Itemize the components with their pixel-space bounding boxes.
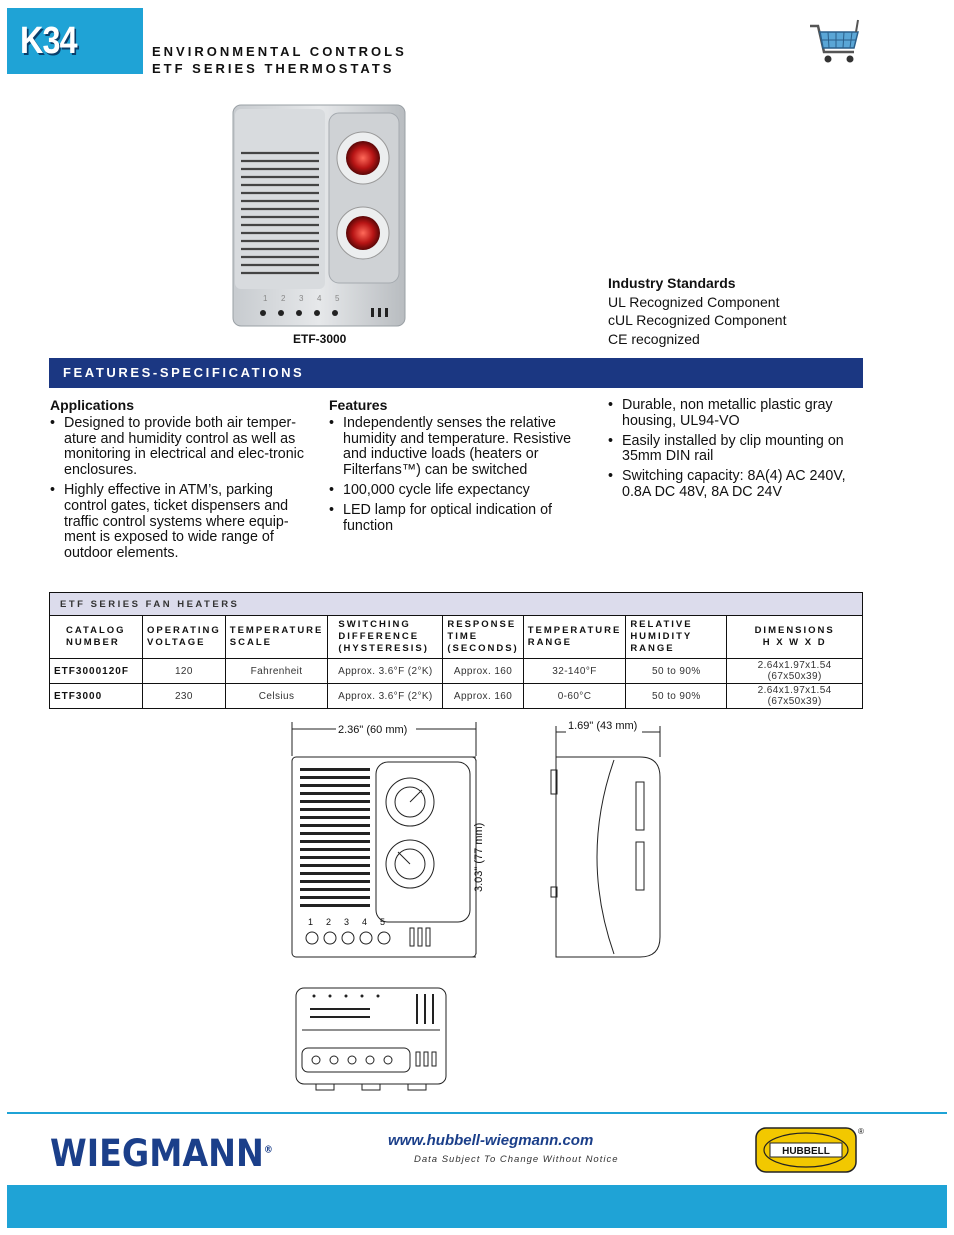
cell-dimensions: 2.64x1.97x1.54 (67x50x39) bbox=[727, 659, 863, 684]
standard-item: cUL Recognized Component bbox=[608, 312, 787, 328]
industry-standards bbox=[608, 274, 786, 348]
hubbell-logo bbox=[754, 1125, 864, 1175]
cell-catalog: ETF3000 bbox=[50, 684, 143, 709]
footer-divider bbox=[7, 1112, 947, 1114]
cell-humidity: 50 to 90% bbox=[626, 684, 727, 709]
applications-title: Applications bbox=[50, 397, 135, 413]
table-row bbox=[50, 684, 863, 709]
cell-hysteresis: Approx. 3.6°F (2°K) bbox=[328, 659, 443, 684]
col-header-response: RESPONSE TIME (SECONDS) bbox=[443, 616, 523, 659]
header-line-2: ETF SERIES THERMOSTATS bbox=[152, 61, 395, 76]
depth-dimension-label: 1.69" (43 mm) bbox=[568, 720, 638, 732]
standard-item: CE recognized bbox=[608, 330, 700, 347]
section-title-bar bbox=[49, 358, 863, 388]
features-item: • LED lamp for optical indication of function bbox=[329, 503, 591, 535]
standards-title: Industry Standards bbox=[608, 275, 736, 291]
dimension-drawings bbox=[280, 712, 680, 1092]
cell-catalog: ETF3000120F bbox=[50, 659, 143, 684]
features-more-item: • Easily installed by clip mounting on 35mm DIN rail bbox=[608, 434, 866, 466]
svg-text:HUBBELL: HUBBELL bbox=[782, 1146, 830, 1157]
features-title: Features bbox=[329, 397, 388, 413]
svg-text:2: 2 bbox=[281, 294, 286, 303]
features-more-column bbox=[608, 398, 866, 505]
bottom-band bbox=[7, 1185, 947, 1228]
width-dimension-label: 2.36" (60 mm) bbox=[338, 724, 408, 736]
col-header-hysteresis: SWITCHING DIFFERENCE (HYSTERESIS) bbox=[328, 616, 443, 659]
photo-caption: ETF-3000 bbox=[293, 332, 347, 346]
cell-scale: Fahrenheit bbox=[225, 659, 328, 684]
disclaimer-note: Data Subject To Change Without Notice bbox=[414, 1154, 619, 1165]
terminal-label: 4 bbox=[362, 917, 368, 927]
terminal-label: 3 bbox=[344, 917, 350, 927]
cell-humidity: 50 to 90% bbox=[626, 659, 727, 684]
col-header-catalog: CATALOG NUMBER bbox=[50, 616, 143, 659]
col-header-temp-range: TEMPERATURE RANGE bbox=[523, 616, 626, 659]
col-header-voltage: OPERATING VOLTAGE bbox=[143, 616, 226, 659]
applications-item: • Highly effective in ATM’s, parking control gates, ticket dispensers and traffic control systems where equip-ment is exposed to wide range of outdoor elements. bbox=[50, 483, 312, 562]
cell-dimensions: 2.64x1.97x1.54 (67x50x39) bbox=[727, 684, 863, 709]
svg-text:5: 5 bbox=[335, 294, 340, 303]
cell-response: Approx. 160 bbox=[443, 659, 523, 684]
cell-temp-range: 32-140°F bbox=[523, 659, 626, 684]
table-row bbox=[50, 659, 863, 684]
section-title: FEATURES-SPECIFICATIONS bbox=[63, 365, 305, 380]
standard-item: UL Recognized Component bbox=[608, 293, 780, 310]
applications-column bbox=[50, 398, 312, 566]
cell-response: Approx. 160 bbox=[443, 684, 523, 709]
features-item: • Independently senses the relative humidity and temperature. Resistive and inductive loads (heaters or Filterfans™) can be switched bbox=[329, 416, 591, 479]
shopping-cart-icon[interactable] bbox=[808, 18, 862, 66]
product-photo bbox=[229, 103, 409, 328]
features-more-item: • Durable, non metallic plastic gray housing, UL94-VO bbox=[608, 398, 866, 430]
terminal-label: 2 bbox=[326, 917, 332, 927]
svg-text:4: 4 bbox=[317, 294, 322, 303]
cell-voltage: 120 bbox=[143, 659, 226, 684]
cell-scale: Celsius bbox=[225, 684, 328, 709]
website-link[interactable]: www.hubbell-wiegmann.com bbox=[388, 1132, 594, 1149]
terminal-label: 1 bbox=[308, 917, 314, 927]
col-header-scale: TEMPERATURE SCALE bbox=[225, 616, 328, 659]
features-column bbox=[329, 398, 591, 538]
header-line-1: ENVIRONMENTAL CONTROLS bbox=[152, 44, 407, 59]
applications-item: • Designed to provide both air temper-ature and humidity control as well as monitoring in electrical and elec-tronic enclosures. bbox=[50, 416, 312, 479]
cell-voltage: 230 bbox=[143, 684, 226, 709]
table-caption: ETF SERIES FAN HEATERS bbox=[50, 593, 863, 616]
spec-table bbox=[49, 592, 863, 709]
features-more-item: • Switching capacity: 8A(4) AC 240V, 0.8A DC 48V, 8A DC 24V bbox=[608, 469, 866, 501]
page-code: K34 bbox=[20, 20, 77, 62]
col-header-dimensions: DIMENSIONS H X W X D bbox=[727, 616, 863, 659]
svg-text:1: 1 bbox=[263, 294, 268, 303]
terminal-label: 5 bbox=[380, 917, 386, 927]
cell-hysteresis: Approx. 3.6°F (2°K) bbox=[328, 684, 443, 709]
cell-temp-range: 0-60°C bbox=[523, 684, 626, 709]
wiegmann-logo: WIEGMANN® bbox=[50, 1132, 273, 1175]
svg-text:®: ® bbox=[858, 1127, 864, 1136]
svg-text:3: 3 bbox=[299, 294, 304, 303]
height-dimension-label: 3.03" (77 mm) bbox=[473, 822, 485, 892]
features-item: • 100,000 cycle life expectancy bbox=[329, 483, 591, 499]
col-header-humidity: RELATIVE HUMIDITY RANGE bbox=[626, 616, 727, 659]
table-header-row bbox=[50, 616, 863, 659]
